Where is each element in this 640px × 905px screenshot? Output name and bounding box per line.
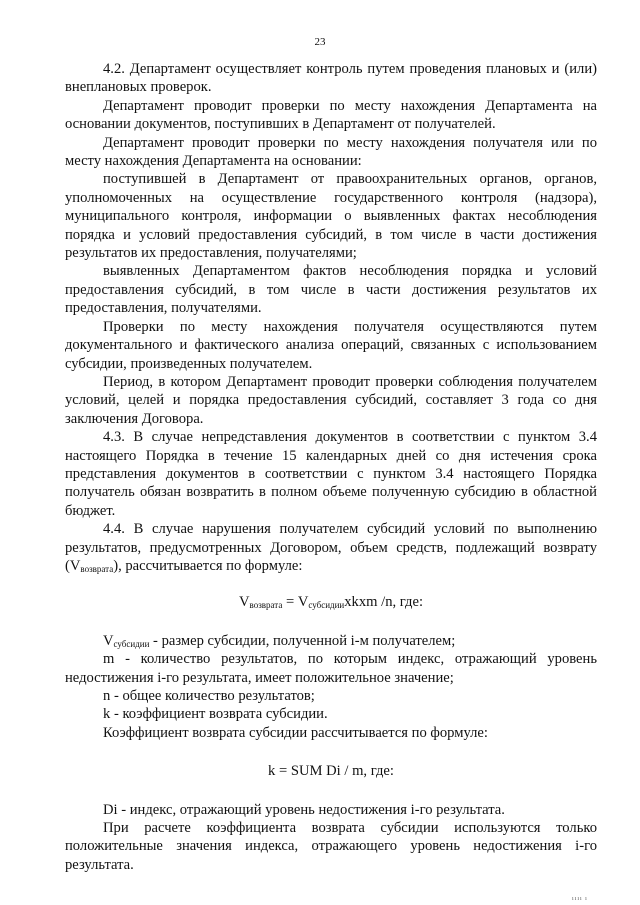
paragraph: поступившей в Департамент от правоохранительных органов, органов, уполномоченных на осуществление государственного контроля (надзора), муниципального контроля, информации о выявленных фактах несоблюдения порядка и условий предоставления субсидий, в том числе в части достижения результатов их предоставления, получателями;: [65, 171, 597, 262]
formula-coefficient: k = SUM Di / m, где:: [268, 763, 394, 780]
formula-v: V: [238, 594, 250, 611]
definition-k: k - коэффициент возврата субсидии.: [103, 706, 328, 723]
definition-di: Di - индекс, отражающий уровень недостижения i-го результата.: [103, 801, 505, 818]
text: 4.4. В случае нарушения получателем субсидий условий по выполнению результатов, предусмотренных Договором, объем средств, подлежащий возврату (V: [65, 521, 597, 574]
text: ), рассчитывается по формуле:: [113, 557, 303, 574]
paragraph: Период, в котором Департамент проводит проверки соблюдения получателем условий, целей и порядка предоставления субсидий, составляет 3 года со дня заключения Договора.: [65, 373, 597, 427]
paragraph: Проверки по месту нахождения получателя осуществляются путем документального и фактического анализа операций, связанных с использованием субсидии, произведенных получателем.: [65, 318, 597, 372]
definition-m: m - количество результатов, по которым индекс, отражающий уровень недостижения i-го результата, имеет положительное значение;: [65, 651, 597, 686]
definition-n: n - общее количество результатов;: [103, 688, 315, 704]
scan-footer-mark: ıııı ı: [572, 896, 588, 902]
formula-equals: = V: [282, 594, 309, 611]
subscript: субсидии: [113, 638, 150, 649]
paragraph: выявленных Департаментом фактов несоблюдения порядка и условий предоставления субсидий, в том числе в части достижения результатов их предоставления, получателями.: [65, 263, 597, 317]
formula-subscript: возврата: [249, 600, 283, 611]
subscript: возврата: [80, 563, 114, 574]
document-body: [65, 60, 597, 874]
paragraph: При расчете коэффициента возврата субсидии используются только положительные значения индекса, отражающего уровень недостижения i-го результата.: [65, 820, 597, 873]
paragraph-4-4: [65, 520, 597, 575]
text: - размер субсидии, полученной i-м получателем;: [149, 632, 456, 649]
paragraph: Коэффициент возврата субсидии рассчитывается по формуле:: [103, 724, 488, 741]
formula-subscript: субсидии: [308, 600, 345, 611]
formula-refund-volume: [65, 593, 597, 611]
paragraph-4-3: 4.3. В случае непредставления документов в соответствии с пунктом 3.4 настоящего Порядка в течение 15 календарных дней со дня истечения срока представления документов в соответствии с пунктом 3.4 настоящего Порядка получатель обязан возвратить в полном объеме полученную субсидию в областной бюджет.: [65, 429, 597, 519]
paragraph-4-2: 4.2. Департамент осуществляет контроль путем проведения плановых и (или) внеплановых проверок.: [65, 61, 597, 96]
definition-v-subsidy: [65, 632, 597, 650]
page-number: 23: [314, 36, 326, 48]
formula-tail: xkxm /n, где:: [344, 594, 424, 611]
paragraph: Департамент проводит проверки по месту нахождения Департамента на основании документов, поступивших в Департамент от получателей.: [65, 97, 597, 133]
text: V: [103, 632, 114, 649]
paragraph: Департамент проводит проверки по месту нахождения получателя или по месту нахождения Департамента на основании:: [65, 134, 597, 170]
